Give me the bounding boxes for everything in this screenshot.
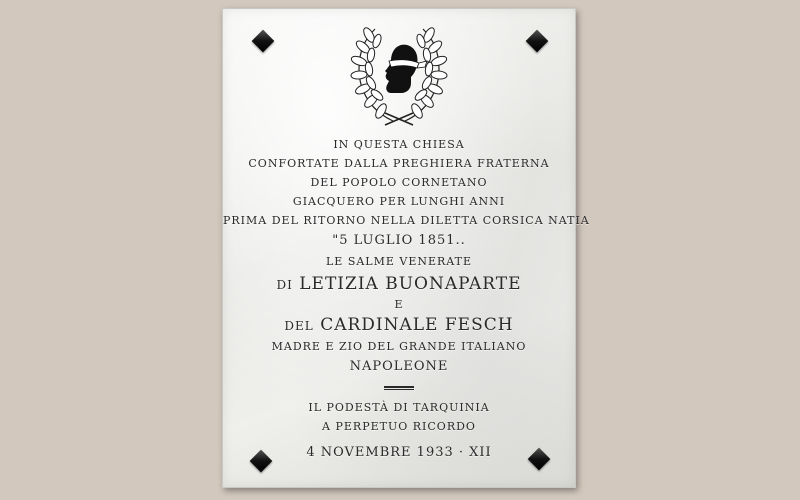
- inscription-napoleone: NAPOLEONE: [349, 359, 449, 374]
- inscription-fesch: [223, 314, 575, 337]
- inscription-letizia: [223, 273, 575, 296]
- inscription-line-3: DEL POPOLO CORNETANO: [310, 176, 488, 189]
- inscription-line-13: IL PODESTÀ DI TARQUINIA: [308, 401, 490, 414]
- inscription-letizia-name: LETIZIA BUONAPARTE: [299, 274, 522, 294]
- inscription-divider: [384, 386, 414, 388]
- inscription-line-5: PRIMA DEL RITORNO NELLA DILETTA CORSICA NATIA: [223, 214, 590, 227]
- inscription-date-1933: 4 NOVEMBRE 1933 · XII: [306, 445, 492, 460]
- inscription-line-2: CONFORTATE DALLA PREGHIERA FRATERNA: [248, 157, 550, 170]
- inscription-line-11: MADRE E ZIO DEL GRANDE ITALIANO: [271, 340, 527, 353]
- inscription-fesch-name: CARDINALE FESCH: [320, 315, 514, 335]
- inscription-line-1: IN QUESTA CHIESA: [333, 138, 465, 151]
- inscription-del-prefix: DEL: [284, 319, 314, 333]
- moor-head-laurel-emblem-icon: [341, 21, 457, 129]
- marble-plaque: [222, 8, 590, 488]
- inscription-conjunction: E: [394, 298, 404, 311]
- inscription: [223, 135, 590, 464]
- inscription-date-1851: "5 LUGLIO 1851..: [332, 233, 466, 248]
- inscription-line-14: A PERPETUO RICORDO: [322, 420, 476, 433]
- inscription-line-4: GIACQUERO PER LUNGHI ANNI: [292, 195, 506, 208]
- bolt-top-left-icon: [252, 30, 275, 53]
- bolt-top-right-icon: [526, 30, 549, 53]
- inscription-di-prefix: DI: [276, 278, 293, 292]
- inscription-line-7: LE SALME VENERATE: [325, 255, 473, 268]
